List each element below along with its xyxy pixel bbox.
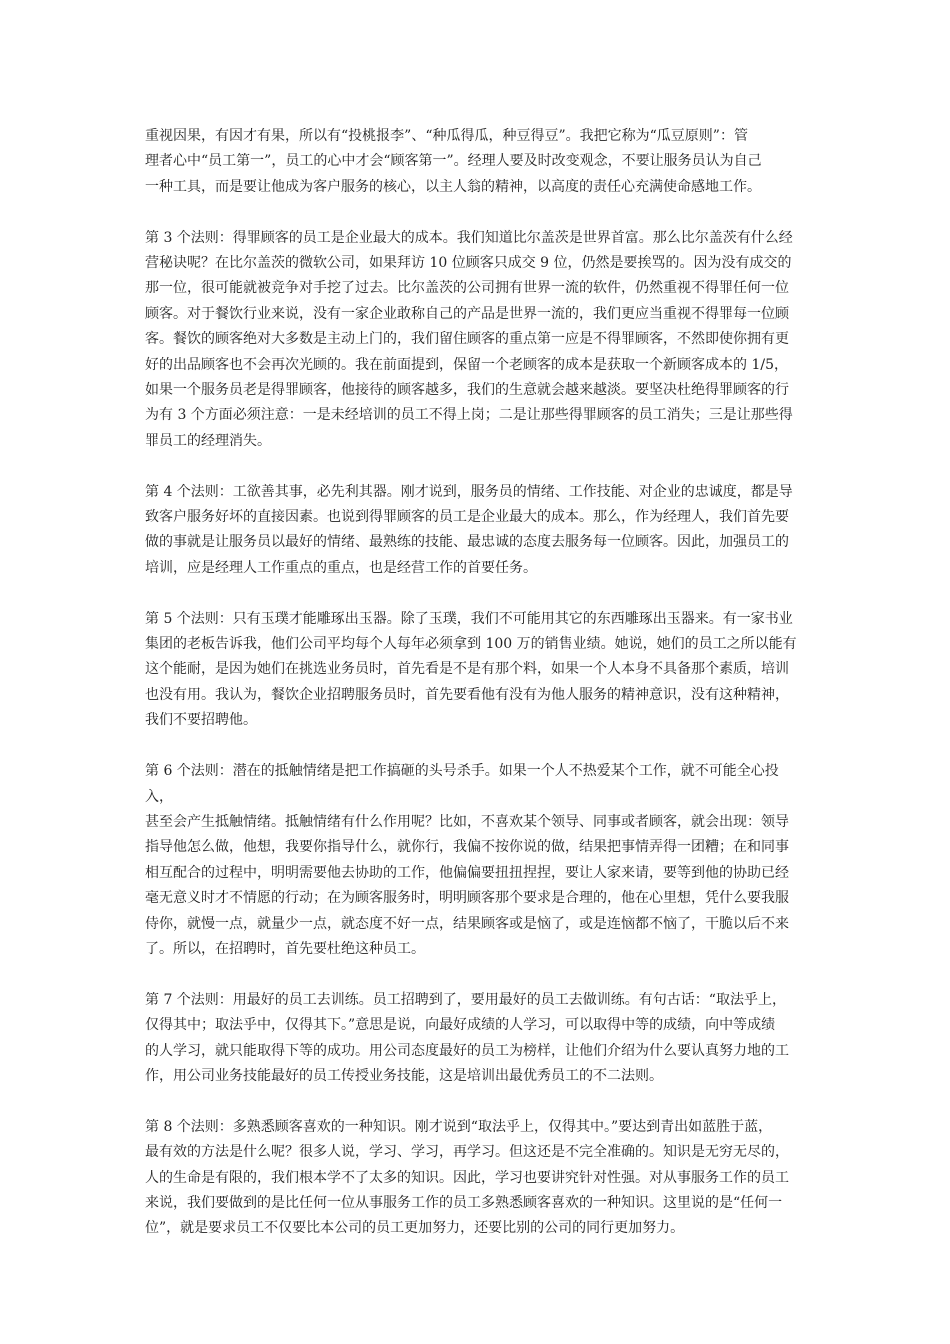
paragraph-intro: 重视因果，有因才有果，所以有“投桃报李”、“种瓜得瓜，种豆得豆”。我把它称为“瓜豆原则”：管 理者心中“员工第一”，员工的心中才会“顾客第一”。经理人要及时改变观念，不要让服务员认为自己 一种工具，而是要让他成为客户服务的核心，以主人翁的精神，以高度的责任心充满使命感地工作。: [145, 128, 762, 195]
paragraph-rule-6: 第 6 个法则：潜在的抵触情绪是把工作搞砸的头号杀手。如果一个人不热爱某个工作，就不可能全心投入， 甚至会产生抵触情绪。抵触情绪有什么作用呢？比如，不喜欢某个领导、同事或者顾客，就会出现：领导 指导他怎么做，他想，我要你指导什么，就你行，我偏不按你说的做，结果把事情弄得一团糟；在和同事 相互配合的过程中，明明需要他去协助的工作，他偏偏要扭扭捏捏，要让人家来请，要等到他的协助已经 毫无意义时才不情愿的行动；在为顾客服务时，明明顾客那个要求是合理的，他在心里想，凭什么要我服 侍你，就慢一点，就量少一点，就态度不好一点，结果顾客或是恼了，或是连恼都不恼了，干脆以后不来 了。所以，在招聘时，首先要杜绝这种员工。: [145, 763, 789, 957]
paragraph-gap: [145, 1089, 805, 1114]
paragraph-gap: [145, 581, 805, 606]
paragraph-gap: [145, 962, 805, 987]
paragraph-rule-5: 第 5 个法则：只有玉璞才能雕琢出玉器。除了玉璞，我们不可能用其它的东西雕琢出玉器来。有一家书业 集团的老板告诉我，他们公司平均每个人每年必须拿到 100 万的销售业绩。她说，她们的员工之所以能有 这个能耐，是因为她们在挑选业务员时，首先看是不是有那个料，如果一个人本身不具备那个素质，培训 也没有用。我认为，餐饮企业招聘服务员时，首先要看他有没有为他人服务的精神意识，没有这种精神， 我们不要招聘他。: [145, 610, 797, 729]
paragraph-rule-8: 第 8 个法则：多熟悉顾客喜欢的一种知识。刚才说到“取法乎上，仅得其中。”要达到青出如蓝胜于蓝， 最有效的方法是什么呢？很多人说，学习、学习，再学习。但这还是不完全准确的。知识是无穷无尽的， 人的生命是有限的，我们根本学不了太多的知识。因此，学习也要讲究针对性强。对从事服务工作的员工 来说，我们要做到的是比任何一位从事服务工作的员工多熟悉顾客喜欢的一种知识。这里说的是“任何一 位”，就是要求员工不仅要比本公司的员工更加努力，还要比别的公司的同行更加努力。: [145, 1118, 789, 1237]
paragraph-gap: [145, 200, 805, 225]
paragraph-rule-7: 第 7 个法则：用最好的员工去训练。员工招聘到了，要用最好的员工去做训练。有句古话：“取法乎上， 仅得其中；取法乎中，仅得其下。”意思是说，向最好成绩的人学习，可以取得中等的成绩，向中等成绩 的人学习，就只能取得下等的成功。用公司态度最好的员工为榜样，让他们介绍为什么要认真努力地的工 作，用公司业务技能最好的员工传授业务技能，这是培训出最优秀员工的不二法则。: [145, 991, 789, 1084]
paragraph-rule-3: 第 3 个法则：得罪顾客的员工是企业最大的成本。我们知道比尔盖茨是世界首富。那么比尔盖茨有什么经 营秘诀呢？在比尔盖茨的微软公司，如果拜访 10 位顾客只成交 9 位，仍然是要挨骂的。因为没有成交的 那一位，很可能就被竞争对手挖了过去。比尔盖茨的公司拥有世界一流的软件，仍然重视不得罪任何一位 顾客。对于餐饮行业来说，没有一家企业敢称自己的产品是世界一流的，我们更应当重视不得罪每一位顾 客。餐饮的顾客绝对大多数是主动上门的，我们留住顾客的重点第一应是不得罪顾客，不然即使你拥有更 好的出品顾客也不会再次光顾的。我在前面提到，保留一个老顾客的成本是获取一个新顾客成本的 1/5， 如果一个服务员老是得罪顾客，他接待的顾客越多，我们的生意就会越来越淡。要坚决杜绝得罪顾客的行 为有 3 个方面必须注意：一是未经培训的员工不得上岗；二是让那些得罪顾客的员工消失；三是让那些得 罪员工的经理消失。: [145, 229, 793, 449]
paragraph-rule-4: 第 4 个法则：工欲善其事，必先利其器。刚才说到，服务员的情绪、工作技能、对企业的忠诚度，都是导 致客户服务好坏的直接因素。也说到得罪顾客的员工是企业最大的成本。那么，作为经理人，我们首先要 做的事就是让服务员以最好的情绪、最熟练的技能、最忠诚的态度去服务每一位顾客。因此，加强员工的 培训，应是经理人工作重点的重点，也是经营工作的首要任务。: [145, 483, 793, 576]
paragraph-gap: [145, 454, 805, 479]
document-body: [145, 124, 805, 1242]
paragraph-gap: [145, 734, 805, 759]
